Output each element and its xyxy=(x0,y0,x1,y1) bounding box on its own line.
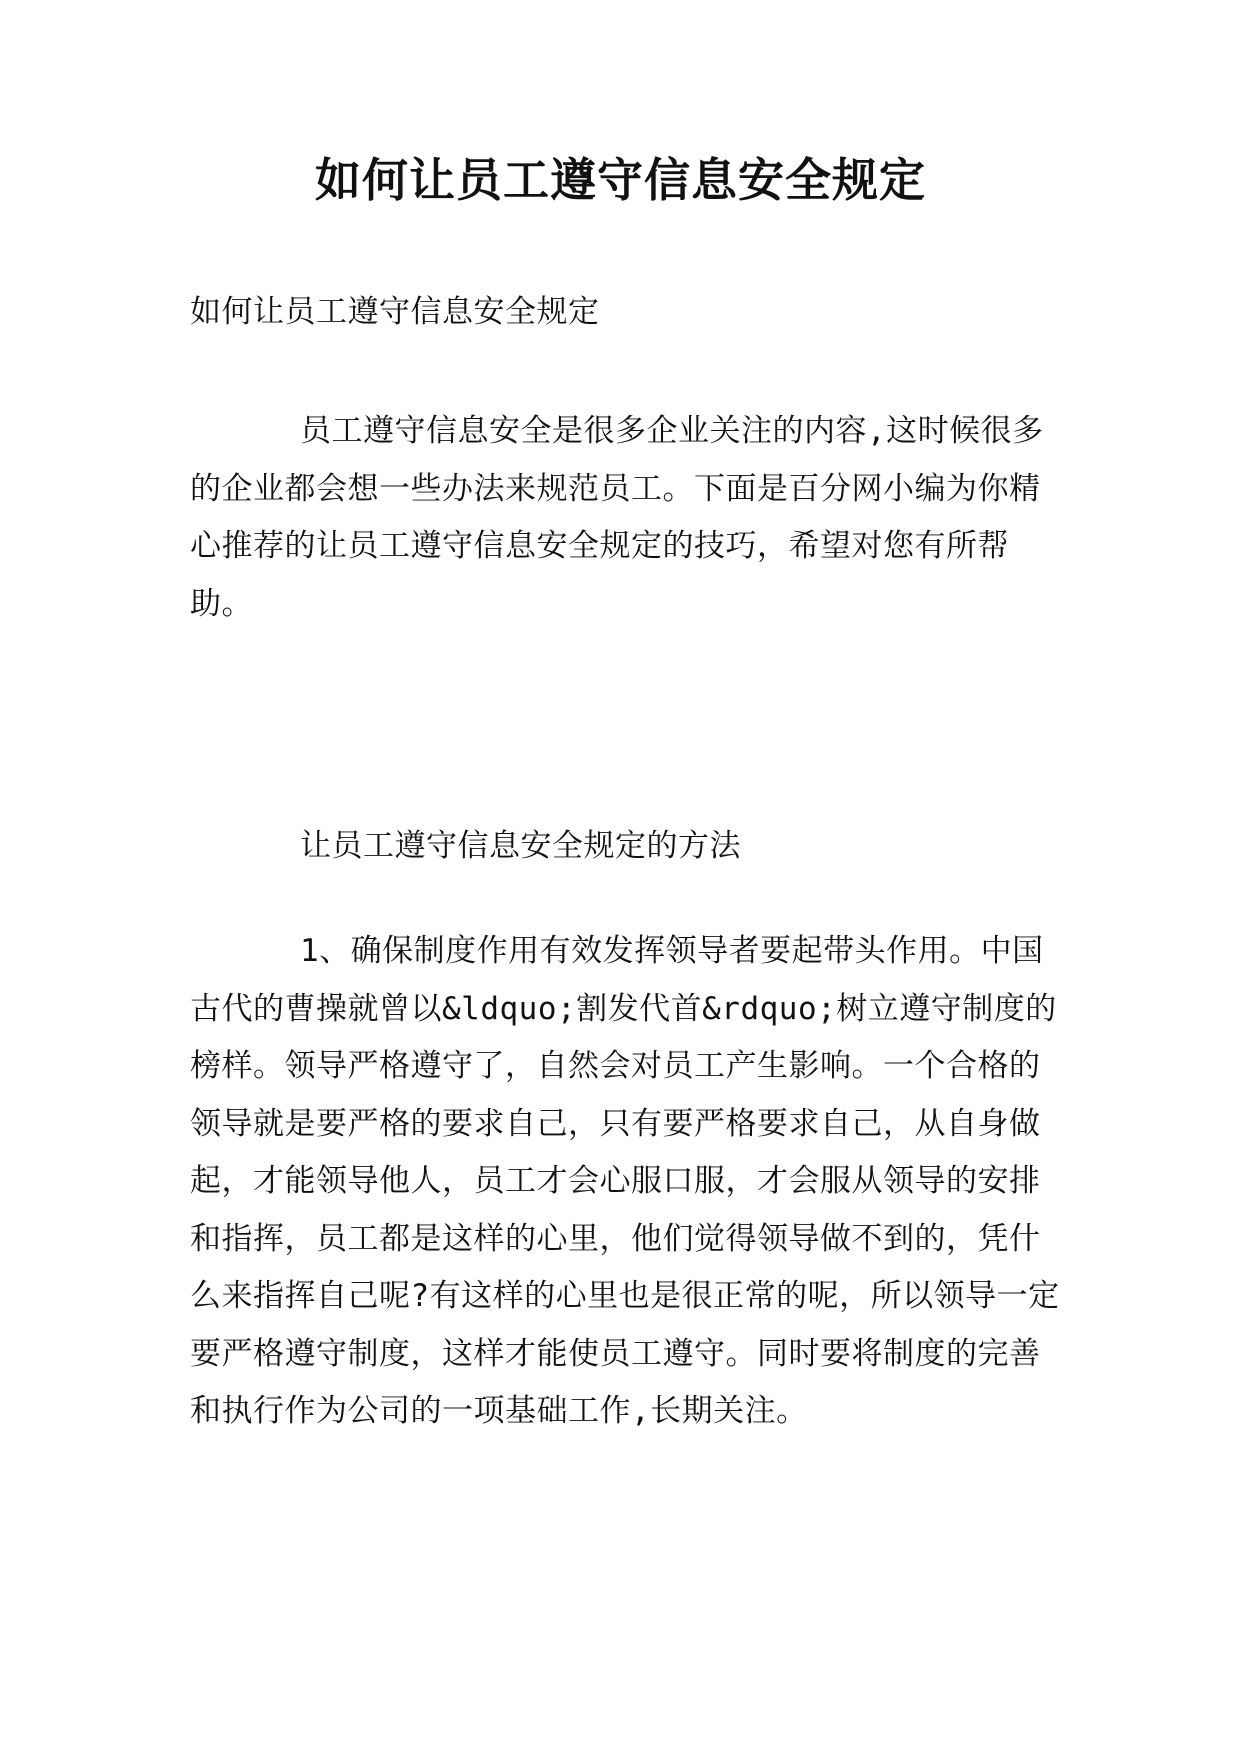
document-title: 如何让员工遵守信息安全规定 xyxy=(315,153,926,207)
section-heading: 让员工遵守信息安全规定的方法 xyxy=(300,828,741,864)
document-subtitle: 如何让员工遵守信息安全规定 xyxy=(190,294,600,330)
point-1-paragraph: 1、确保制度作用有效发挥领导者要起带头作用。中国古代的曹操就曾以&ldquo;割发代首&rdquo;树立遵守制度的榜样。领导严格遵守了，自然会对员工产生影响。一个合格的领导就是要严格的要求自己，只有要严格要求自己，从自身做起，才能领导他人，员工才会心服口服，才会服从领导的安排和指挥，员工都是这样的心里，他们觉得领导做不到的，凭什么来指挥自己呢?有这样的心里也是很正常的呢，所以领导一定要严格遵守制度，这样才能使员工遵守。同时要将制度的完善和执行作为公司的一项基础工作,长期关注。 xyxy=(190,933,1060,1429)
intro-paragraph: 员工遵守信息安全是很多企业关注的内容,这时候很多的企业都会想一些办法来规范员工。下面是百分网小编为你精心推荐的让员工遵守信息安全规定的技巧，希望对您有所帮助。 xyxy=(190,413,1044,622)
